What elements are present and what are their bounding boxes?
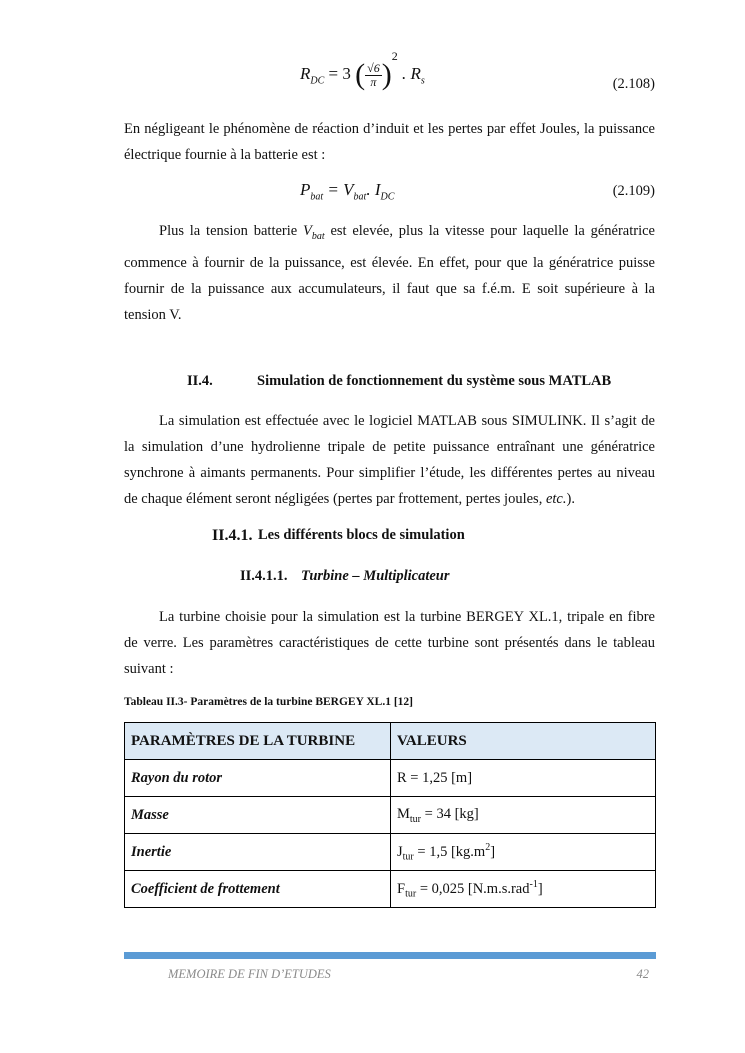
equation-2-108: $R_{DC} = 3$ ( $\frac{√6}{\pi}$ )$^2$ . $R_s$: [300, 49, 425, 91]
parameters-table: [124, 722, 656, 908]
column-header: PARAMÈTRES DE LA TURBINE: [125, 723, 391, 760]
subsubsection-number: II.4.1.1.: [240, 568, 288, 584]
table-row: [125, 871, 656, 908]
section-number: II.4.: [187, 373, 213, 389]
paragraph: La simulation est effectuée avec le logiciel MATLAB sous SIMULINK. Il s’agit de la simulation d’une hydrolienne tripale de petite puissance entraînant une génératrice synchrone à aimants permanents. Pour simplifier l’étude, les différentes pertes au niveau de chaque élément seront négligées (pertes par frottement, pertes joules, etc.).: [124, 413, 655, 507]
value-cell: $M_{tur} = 34$ [kg]: [391, 797, 656, 834]
param-cell: Rayon du rotor: [125, 760, 391, 797]
footer-divider: [124, 952, 656, 959]
paragraph: La turbine choisie pour la simulation est la turbine BERGEY XL.1, tripale en fibre de verre. Les paramètres caractéristiques de cette turbine sont présentés dans le tableau suivant :: [124, 609, 655, 677]
table-row: [125, 760, 656, 797]
paragraph: Plus la tension batterie $V_{bat}$ est elevée, plus la vitesse pour laquelle la génératrice commence à fournir de la puissance, est élevée. En effet, pour que la génératrice puisse fournir de la puissance aux accumulateurs, il faut que sa f.é.m. E soit supérieure à la tension V.: [124, 223, 655, 323]
equation-2-109: $P_{bat} = V_{bat}$. $I_{DC}$: [300, 180, 395, 203]
section-title: Simulation de fonctionnement du système sous MATLAB: [257, 373, 612, 389]
table-row: [125, 834, 656, 871]
table-caption: Tableau II.3- Paramètres de la turbine BERGEY XL.1 [12]: [124, 696, 413, 708]
equation-number: (2.109): [612, 183, 655, 199]
footer-title: MEMOIRE DE FIN D’ETUDES: [168, 967, 331, 981]
page-number: 42: [636, 967, 649, 981]
table-header-row: [125, 723, 656, 760]
value-cell: $F_{tur} = 0,025$ [N.m.s.rad$^{-1}$]: [391, 871, 656, 908]
param-cell: Masse: [125, 797, 391, 834]
equation-number: (2.108): [612, 76, 655, 92]
value-cell: R = 1,25 [m]: [391, 760, 656, 797]
subsubsection-title: Turbine – Multiplicateur: [301, 568, 450, 584]
column-header: VALEURS: [391, 723, 656, 760]
subsection-number: II.4.1.: [212, 527, 253, 544]
param-cell: Inertie: [125, 834, 391, 871]
table-row: [125, 797, 656, 834]
subsection-title: Les différents blocs de simulation: [258, 527, 465, 543]
fraction: $\frac{√6}{\pi}$: [367, 60, 380, 89]
paragraph: En négligeant le phénomène de réaction d’induit et les pertes par effet Joules, la puissance électrique fournie à la batterie est :: [124, 121, 655, 163]
value-cell: $J_{tur} = 1,5$ $[kg.m^2]$: [391, 834, 656, 871]
param-cell: Coefficient de frottement: [125, 871, 391, 908]
